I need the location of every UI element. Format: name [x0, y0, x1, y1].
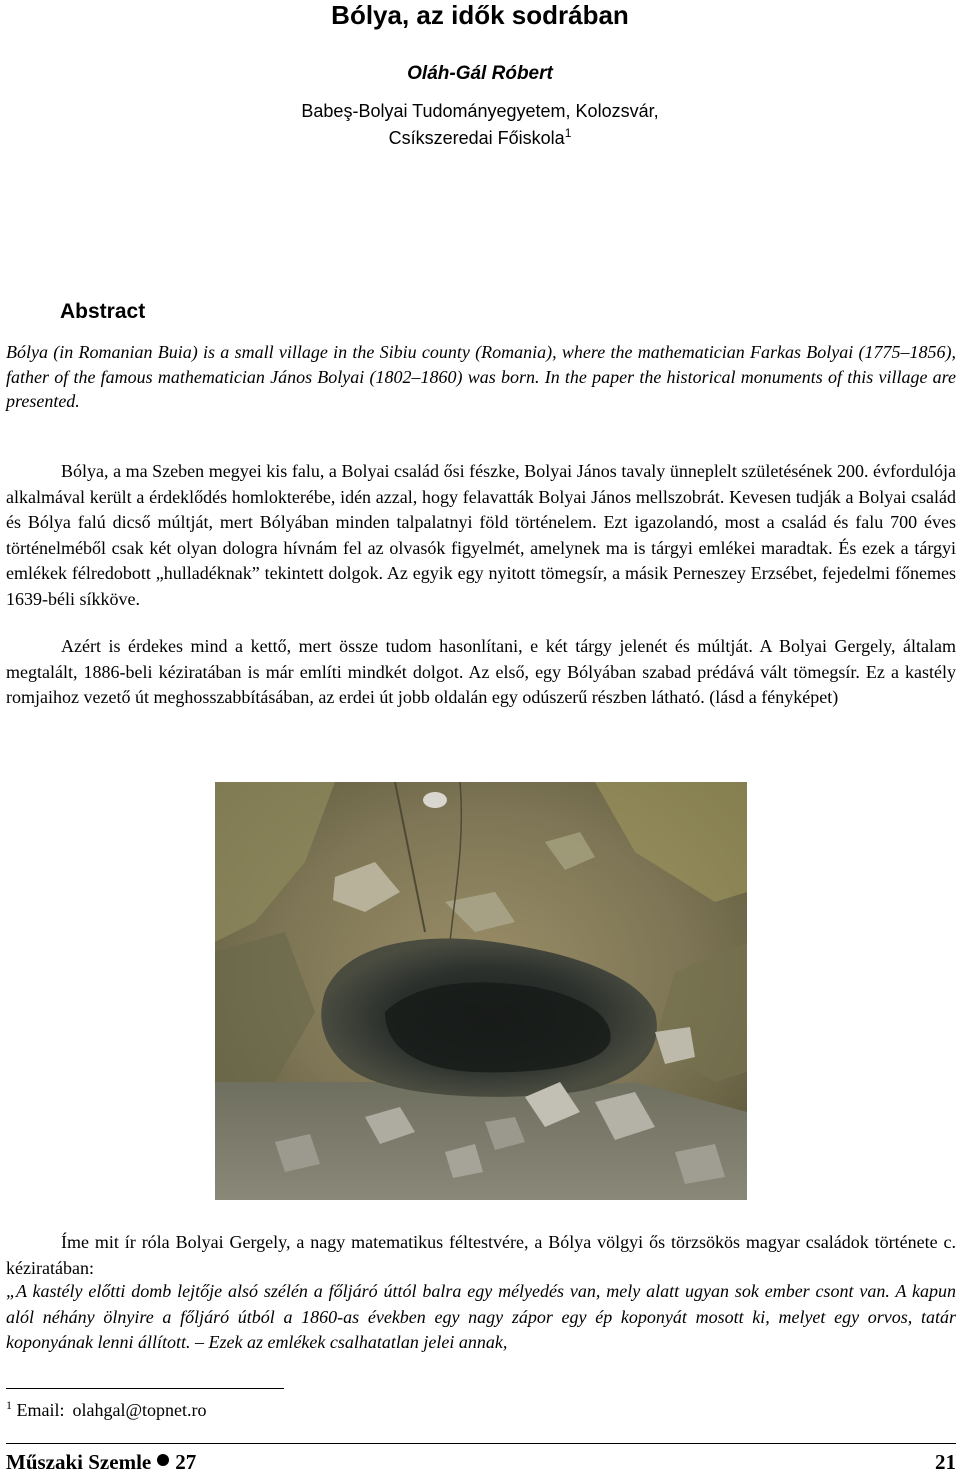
body-paragraph-3: Íme mit ír róla Bolyai Gergely, a nagy matematikus féltestvére, a Bólya völgyi ős törzsökös magyar családok története c. kéziratában:	[6, 1232, 956, 1278]
footnote-reference[interactable]: 1	[564, 126, 572, 140]
footnote	[6, 1398, 207, 1422]
affiliation-line-2	[0, 125, 960, 152]
body-paragraph-1: Bólya, a ma Szeben megyei kis falu, a Bolyai család ősi fészke, Bolyai János tavaly ünneplelt születésének 200. évfordulója alkalmával került a érdeklődés homlokterébe, idén azzal, hogy felavatták Bolyai János mellszobrát. Kevesen tudják a Bolyai család és Bólya falú dicső múltját, mert Bólyában minden talpalatnyi föld történelem. Ezt igazolandó, most a család és falu 700 éves történelméből csak két olyan dologra hívnám fel az olvasók figyelmét, amelynek ma is tárgyi emlékei maradtak. És ezek a tárgyi emlékek félredobott „hulladéknak” tekintett dolgok. Az egyik egy nyitott tömegsír, a másik Perneszey Erzsébet, fejedelmi főnemes 1639-béli síkköve.	[6, 461, 956, 609]
page-title: Bólya, az idők sodrában	[331, 0, 629, 30]
footer-issue: 27	[175, 1450, 197, 1474]
footnote-divider	[6, 1388, 284, 1389]
bullet-icon	[157, 1454, 169, 1466]
footnote-mark: 1	[6, 1398, 12, 1412]
cave-photo	[215, 782, 747, 1200]
footer-divider	[6, 1443, 956, 1444]
author-name: Oláh-Gál Róbert	[407, 63, 553, 84]
footer-journal-name: Műszaki Szemle	[6, 1450, 152, 1474]
footer-journal	[6, 1449, 196, 1475]
affiliation-line-2-text: Csíkszeredai Főiskola	[388, 128, 565, 148]
footnote-email-label: Email:	[16, 1400, 65, 1420]
affiliation-line-1: Babeş-Bolyai Tudományegyetem, Kolozsvár,	[301, 101, 659, 121]
body-paragraph-2: Azért is érdekes mind a kettő, mert össze tudom hasonlítani, e két tárgy jelenét és múltját. A Bolyai Gergely, általam megtalált, 1886-beli kéziratában is már említi mindkét dolgot. Az első, egy Bólyában szabad prédává vált tömegsír. Ez a kastély romjaihoz vezető út meghosszabbításában, az erdei út jobb oldalán egy odúszerű részben látható. (lásd a fényképet)	[6, 636, 956, 707]
footnote-email-link[interactable]: olahgal@topnet.ro	[72, 1400, 207, 1420]
abstract-text: Bólya (in Romanian Buia) is a small village in the Sibiu county (Romania), where the mathematician Farkas Bolyai (1775–1856), father of the famous mathematician János Bolyai (1802–1860) was born. In the paper the historical monuments of this village are presented.	[6, 342, 956, 411]
affiliation	[0, 98, 960, 152]
quote-paragraph: „A kastély előtti domb lejtője alsó szélén a főljáró úttól balra egy mélyedés van, mely alatt ugyan sok ember csont van. A kapun alól néhány ölnyire a főljáró útból a 1860-as években egy nagy zápor egy ép koponyát mosott ki, melyet egy orvos, tatár koponyának lenni állított. – Ezek az emlékek csalhatatlan jelei annak,	[6, 1281, 956, 1352]
page-number: 21	[935, 1450, 956, 1474]
abstract-heading: Abstract	[60, 300, 146, 323]
